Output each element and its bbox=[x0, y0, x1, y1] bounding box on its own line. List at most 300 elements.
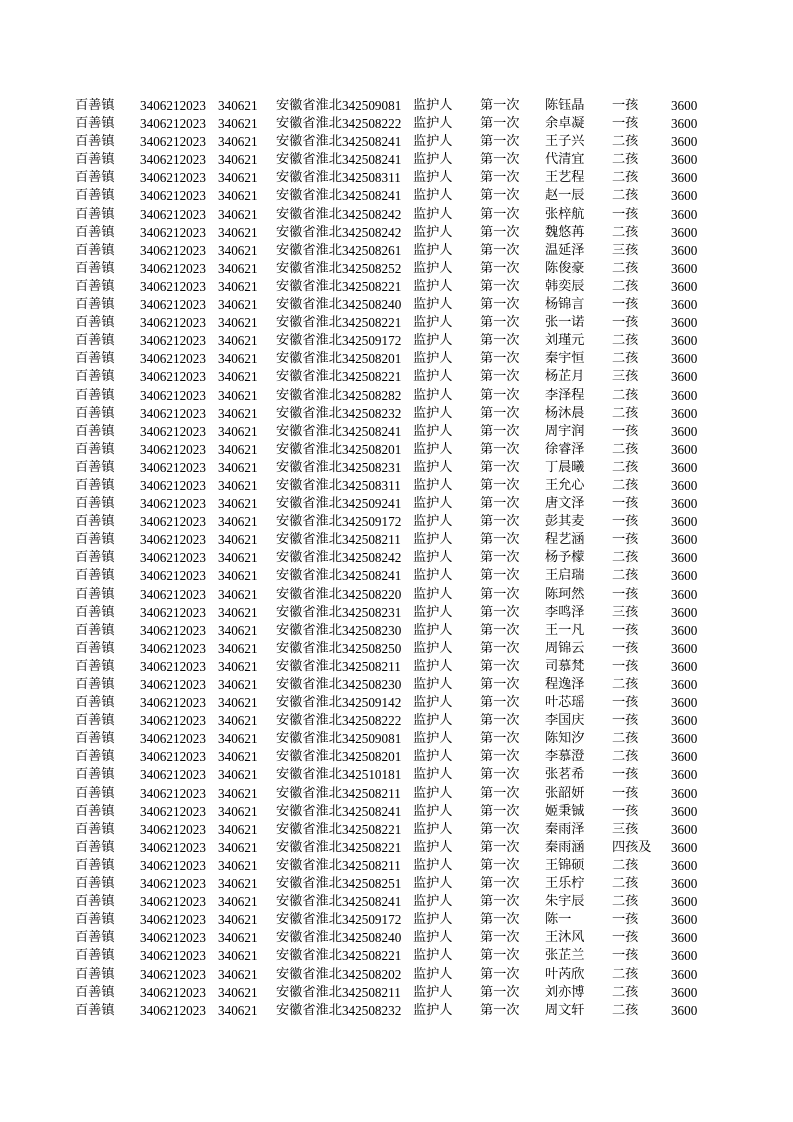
cell-times: 第一次 bbox=[479, 604, 520, 620]
cell-code-suffix: 340621 bbox=[218, 695, 258, 711]
cell-town: 百善镇 bbox=[75, 912, 115, 928]
cell-address: 安徽省淮北 bbox=[276, 677, 342, 692]
cell-address: 安徽省淮北 bbox=[276, 604, 342, 620]
cell-times: 第一次 bbox=[479, 622, 520, 638]
cell-code: 3406212023 bbox=[140, 170, 206, 186]
cell-address: 安徽省淮北 bbox=[276, 441, 342, 457]
cell-town: 百善镇 bbox=[75, 677, 115, 692]
cell-code-suffix: 340621 bbox=[218, 568, 258, 584]
table-row bbox=[75, 151, 711, 169]
cell-town: 百善镇 bbox=[75, 242, 115, 258]
cell-address: 安徽省淮北 bbox=[276, 966, 342, 982]
cell-address: 安徽省淮北 bbox=[276, 586, 342, 602]
cell-town: 百善镇 bbox=[75, 550, 115, 566]
data-table bbox=[75, 97, 711, 1020]
table-body bbox=[75, 97, 711, 1020]
cell-name: 杨沐晨 bbox=[544, 405, 585, 421]
cell-code-suffix: 340621 bbox=[218, 405, 258, 421]
cell-amount: 3600 bbox=[670, 857, 698, 873]
table-row bbox=[75, 423, 711, 441]
cell-name: 张梓航 bbox=[544, 206, 585, 222]
cell-address: 安徽省淮北 bbox=[276, 224, 342, 240]
cell-address: 安徽省淮北 bbox=[276, 116, 342, 132]
cell-code-suffix: 340621 bbox=[218, 532, 258, 548]
cell-code: 3406212023 bbox=[140, 459, 206, 475]
table-row bbox=[75, 169, 711, 187]
cell-address: 安徽省淮北 bbox=[276, 731, 342, 747]
cell-town: 百善镇 bbox=[75, 839, 115, 855]
cell-child-order: 一孩 bbox=[611, 514, 639, 530]
table-row bbox=[75, 368, 711, 386]
cell-times: 第一次 bbox=[479, 369, 520, 385]
cell-times: 第一次 bbox=[479, 297, 520, 313]
table-row bbox=[75, 224, 711, 242]
table-row bbox=[75, 350, 711, 368]
cell-role: 监护人 bbox=[412, 894, 453, 910]
cell-code-suffix: 340621 bbox=[218, 188, 258, 204]
table-row bbox=[75, 766, 711, 784]
cell-address: 安徽省淮北 bbox=[276, 839, 342, 855]
table-row bbox=[75, 658, 711, 676]
cell-code: 3406212023 bbox=[140, 206, 206, 222]
table-row bbox=[75, 821, 711, 839]
cell-role: 监护人 bbox=[412, 550, 453, 566]
cell-code-suffix: 340621 bbox=[218, 984, 258, 1000]
cell-name: 徐睿泽 bbox=[544, 441, 585, 457]
cell-times: 第一次 bbox=[479, 405, 520, 421]
cell-times: 第一次 bbox=[479, 98, 520, 113]
cell-code: 3406212023 bbox=[140, 351, 206, 367]
cell-times: 第一次 bbox=[479, 242, 520, 258]
cell-child-order: 一孩 bbox=[611, 640, 639, 656]
cell-town: 百善镇 bbox=[75, 658, 115, 674]
cell-times: 第一次 bbox=[479, 423, 520, 439]
cell-town: 百善镇 bbox=[75, 170, 115, 186]
cell-name: 陈知汐 bbox=[544, 731, 585, 747]
cell-town: 百善镇 bbox=[75, 568, 115, 584]
cell-child-order: 二孩 bbox=[611, 278, 639, 294]
cell-name: 秦雨泽 bbox=[544, 821, 585, 837]
cell-town: 百善镇 bbox=[75, 134, 115, 150]
cell-role: 监护人 bbox=[412, 224, 453, 240]
cell-town: 百善镇 bbox=[75, 152, 115, 168]
table-row bbox=[75, 441, 711, 459]
cell-name: 王艺程 bbox=[544, 170, 585, 186]
cell-id-number: 342509172 bbox=[341, 333, 402, 349]
cell-town: 百善镇 bbox=[75, 477, 115, 493]
table-row bbox=[75, 549, 711, 567]
cell-child-order: 一孩 bbox=[611, 532, 639, 548]
cell-town: 百善镇 bbox=[75, 749, 115, 765]
cell-id-number: 342508311 bbox=[341, 477, 401, 493]
cell-address: 安徽省淮北 bbox=[276, 568, 342, 584]
cell-town: 百善镇 bbox=[75, 441, 115, 457]
cell-town: 百善镇 bbox=[75, 857, 115, 873]
cell-role: 监护人 bbox=[412, 821, 453, 837]
cell-amount: 3600 bbox=[670, 568, 698, 584]
cell-code-suffix: 340621 bbox=[218, 351, 258, 367]
cell-town: 百善镇 bbox=[75, 532, 115, 548]
table-row bbox=[75, 405, 711, 423]
cell-code-suffix: 340621 bbox=[218, 876, 258, 892]
cell-address: 安徽省淮北 bbox=[276, 459, 342, 475]
cell-town: 百善镇 bbox=[75, 315, 115, 331]
cell-id-number: 342508242 bbox=[341, 206, 402, 222]
cell-code: 3406212023 bbox=[140, 622, 206, 638]
cell-child-order: 一孩 bbox=[611, 586, 639, 602]
cell-code: 3406212023 bbox=[140, 785, 206, 801]
cell-town: 百善镇 bbox=[75, 116, 115, 132]
cell-role: 监护人 bbox=[412, 477, 453, 493]
cell-name: 杨芷月 bbox=[544, 369, 585, 385]
cell-child-order: 二孩 bbox=[611, 459, 639, 475]
cell-child-order: 一孩 bbox=[611, 767, 639, 783]
cell-town: 百善镇 bbox=[75, 640, 115, 656]
cell-code-suffix: 340621 bbox=[218, 152, 258, 168]
cell-code-suffix: 340621 bbox=[218, 260, 258, 276]
cell-code-suffix: 340621 bbox=[218, 930, 258, 946]
cell-code-suffix: 340621 bbox=[218, 713, 258, 729]
table-row bbox=[75, 115, 711, 133]
cell-address: 安徽省淮北 bbox=[276, 713, 342, 729]
cell-id-number: 342508231 bbox=[341, 459, 402, 475]
cell-child-order: 三孩 bbox=[611, 369, 639, 385]
table-row bbox=[75, 387, 711, 405]
cell-times: 第一次 bbox=[479, 532, 520, 548]
cell-amount: 3600 bbox=[670, 134, 698, 150]
cell-role: 监护人 bbox=[412, 170, 453, 186]
cell-code: 3406212023 bbox=[140, 857, 206, 873]
cell-code: 3406212023 bbox=[140, 876, 206, 892]
cell-name: 杨锦言 bbox=[544, 297, 585, 313]
cell-child-order: 二孩 bbox=[611, 966, 639, 982]
cell-amount: 3600 bbox=[670, 315, 698, 331]
cell-child-order: 二孩 bbox=[611, 170, 639, 186]
cell-times: 第一次 bbox=[479, 278, 520, 294]
table-row bbox=[75, 929, 711, 947]
cell-address: 安徽省淮北 bbox=[276, 1002, 342, 1018]
cell-name: 周宇润 bbox=[544, 423, 585, 439]
cell-role: 监护人 bbox=[412, 731, 453, 747]
cell-name: 秦宇恒 bbox=[544, 351, 585, 367]
cell-code: 3406212023 bbox=[140, 278, 206, 294]
cell-child-order: 一孩 bbox=[611, 695, 639, 711]
cell-role: 监护人 bbox=[412, 677, 453, 692]
cell-address: 安徽省淮北 bbox=[276, 857, 342, 873]
cell-code-suffix: 340621 bbox=[218, 98, 258, 113]
cell-child-order: 一孩 bbox=[611, 116, 639, 132]
table-row bbox=[75, 712, 711, 730]
cell-role: 监护人 bbox=[412, 297, 453, 313]
cell-role: 监护人 bbox=[412, 586, 453, 602]
cell-role: 监护人 bbox=[412, 532, 453, 548]
table-row bbox=[75, 622, 711, 640]
cell-role: 监护人 bbox=[412, 242, 453, 258]
cell-name: 陈俊豪 bbox=[544, 260, 585, 276]
cell-amount: 3600 bbox=[670, 948, 698, 964]
cell-address: 安徽省淮北 bbox=[276, 767, 342, 783]
cell-code: 3406212023 bbox=[140, 749, 206, 765]
cell-role: 监护人 bbox=[412, 134, 453, 150]
cell-code: 3406212023 bbox=[140, 604, 206, 620]
cell-child-order: 一孩 bbox=[611, 297, 639, 313]
cell-id-number: 342508211 bbox=[341, 984, 401, 1000]
cell-amount: 3600 bbox=[670, 260, 698, 276]
cell-address: 安徽省淮北 bbox=[276, 260, 342, 276]
table-row bbox=[75, 586, 711, 604]
cell-child-order: 二孩 bbox=[611, 1002, 639, 1018]
cell-amount: 3600 bbox=[670, 586, 698, 602]
cell-role: 监护人 bbox=[412, 876, 453, 892]
cell-code-suffix: 340621 bbox=[218, 1002, 258, 1018]
cell-address: 安徽省淮北 bbox=[276, 333, 342, 349]
cell-code-suffix: 340621 bbox=[218, 767, 258, 783]
cell-amount: 3600 bbox=[670, 98, 698, 113]
table-row bbox=[75, 966, 711, 984]
cell-town: 百善镇 bbox=[75, 586, 115, 602]
cell-address: 安徽省淮北 bbox=[276, 695, 342, 711]
cell-role: 监护人 bbox=[412, 930, 453, 946]
cell-code: 3406212023 bbox=[140, 514, 206, 530]
cell-child-order: 一孩 bbox=[611, 206, 639, 222]
cell-child-order: 一孩 bbox=[611, 423, 639, 439]
cell-amount: 3600 bbox=[670, 984, 698, 1000]
cell-role: 监护人 bbox=[412, 260, 453, 276]
cell-address: 安徽省淮北 bbox=[276, 405, 342, 421]
table-row bbox=[75, 730, 711, 748]
cell-code: 3406212023 bbox=[140, 1002, 206, 1018]
table-row bbox=[75, 513, 711, 531]
cell-id-number: 342508232 bbox=[341, 405, 402, 421]
cell-times: 第一次 bbox=[479, 387, 520, 403]
cell-id-number: 342509081 bbox=[341, 731, 402, 747]
cell-town: 百善镇 bbox=[75, 278, 115, 294]
cell-address: 安徽省淮北 bbox=[276, 640, 342, 656]
cell-role: 监护人 bbox=[412, 749, 453, 765]
cell-times: 第一次 bbox=[479, 894, 520, 910]
cell-town: 百善镇 bbox=[75, 1002, 115, 1018]
cell-amount: 3600 bbox=[670, 405, 698, 421]
cell-address: 安徽省淮北 bbox=[276, 98, 342, 113]
cell-town: 百善镇 bbox=[75, 188, 115, 204]
cell-id-number: 342508250 bbox=[341, 640, 402, 656]
cell-address: 安徽省淮北 bbox=[276, 134, 342, 150]
cell-role: 监护人 bbox=[412, 803, 453, 819]
cell-town: 百善镇 bbox=[75, 98, 115, 113]
cell-code-suffix: 340621 bbox=[218, 966, 258, 982]
cell-town: 百善镇 bbox=[75, 206, 115, 222]
cell-code-suffix: 340621 bbox=[218, 894, 258, 910]
cell-amount: 3600 bbox=[670, 767, 698, 783]
cell-code: 3406212023 bbox=[140, 568, 206, 584]
cell-times: 第一次 bbox=[479, 912, 520, 928]
cell-name: 李国庆 bbox=[544, 713, 585, 729]
cell-code: 3406212023 bbox=[140, 658, 206, 674]
cell-amount: 3600 bbox=[670, 930, 698, 946]
cell-name: 唐文泽 bbox=[544, 496, 585, 512]
cell-amount: 3600 bbox=[670, 532, 698, 548]
table-row bbox=[75, 748, 711, 766]
cell-town: 百善镇 bbox=[75, 297, 115, 313]
table-row bbox=[75, 278, 711, 296]
cell-address: 安徽省淮北 bbox=[276, 423, 342, 439]
cell-times: 第一次 bbox=[479, 188, 520, 204]
cell-id-number: 342508221 bbox=[341, 369, 402, 385]
table-row bbox=[75, 984, 711, 1002]
cell-name: 韩奕辰 bbox=[544, 278, 585, 294]
cell-amount: 3600 bbox=[670, 387, 698, 403]
cell-code: 3406212023 bbox=[140, 152, 206, 168]
cell-id-number: 342509241 bbox=[341, 496, 402, 512]
cell-name: 程逸泽 bbox=[544, 677, 585, 692]
cell-id-number: 342508221 bbox=[341, 821, 402, 837]
cell-code: 3406212023 bbox=[140, 839, 206, 855]
cell-code: 3406212023 bbox=[140, 640, 206, 656]
cell-town: 百善镇 bbox=[75, 369, 115, 385]
cell-name: 李慕澄 bbox=[544, 749, 585, 765]
cell-name: 代清宜 bbox=[544, 152, 585, 168]
cell-code-suffix: 340621 bbox=[218, 278, 258, 294]
cell-times: 第一次 bbox=[479, 477, 520, 493]
table-row bbox=[75, 640, 711, 658]
cell-amount: 3600 bbox=[670, 695, 698, 711]
cell-code: 3406212023 bbox=[140, 315, 206, 331]
cell-code-suffix: 340621 bbox=[218, 116, 258, 132]
cell-child-order: 一孩 bbox=[611, 98, 639, 113]
cell-name: 魏悠苒 bbox=[544, 224, 585, 240]
cell-address: 安徽省淮北 bbox=[276, 278, 342, 294]
cell-child-order: 一孩 bbox=[611, 713, 639, 729]
cell-role: 监护人 bbox=[412, 496, 453, 512]
cell-child-order: 二孩 bbox=[611, 749, 639, 765]
cell-times: 第一次 bbox=[479, 857, 520, 873]
cell-name: 周文轩 bbox=[544, 1002, 585, 1018]
cell-child-order: 二孩 bbox=[611, 677, 639, 692]
cell-times: 第一次 bbox=[479, 821, 520, 837]
cell-code-suffix: 340621 bbox=[218, 622, 258, 638]
cell-address: 安徽省淮北 bbox=[276, 984, 342, 1000]
table-row bbox=[75, 332, 711, 350]
cell-times: 第一次 bbox=[479, 206, 520, 222]
cell-code: 3406212023 bbox=[140, 695, 206, 711]
cell-name: 张一诺 bbox=[544, 315, 585, 331]
cell-address: 安徽省淮北 bbox=[276, 152, 342, 168]
cell-amount: 3600 bbox=[670, 477, 698, 493]
cell-name: 王沐风 bbox=[544, 930, 585, 946]
cell-times: 第一次 bbox=[479, 966, 520, 982]
cell-address: 安徽省淮北 bbox=[276, 206, 342, 222]
cell-code: 3406212023 bbox=[140, 116, 206, 132]
cell-times: 第一次 bbox=[479, 677, 520, 692]
cell-role: 监护人 bbox=[412, 514, 453, 530]
cell-name: 司慕梵 bbox=[544, 658, 585, 674]
cell-name: 温延泽 bbox=[544, 242, 585, 258]
cell-code-suffix: 340621 bbox=[218, 387, 258, 403]
cell-code-suffix: 340621 bbox=[218, 948, 258, 964]
cell-code: 3406212023 bbox=[140, 767, 206, 783]
cell-address: 安徽省淮北 bbox=[276, 514, 342, 530]
cell-code: 3406212023 bbox=[140, 333, 206, 349]
cell-code-suffix: 340621 bbox=[218, 423, 258, 439]
cell-id-number: 342508211 bbox=[341, 785, 401, 801]
cell-code: 3406212023 bbox=[140, 405, 206, 421]
table-row bbox=[75, 459, 711, 477]
table-row bbox=[75, 531, 711, 549]
table-row bbox=[75, 260, 711, 278]
cell-code: 3406212023 bbox=[140, 677, 206, 692]
cell-town: 百善镇 bbox=[75, 984, 115, 1000]
cell-code-suffix: 340621 bbox=[218, 640, 258, 656]
cell-amount: 3600 bbox=[670, 188, 698, 204]
cell-amount: 3600 bbox=[670, 622, 698, 638]
cell-times: 第一次 bbox=[479, 441, 520, 457]
cell-name: 秦雨涵 bbox=[544, 839, 585, 855]
cell-id-number: 342508201 bbox=[341, 441, 402, 457]
cell-name: 王子兴 bbox=[544, 134, 585, 150]
cell-role: 监护人 bbox=[412, 1002, 453, 1018]
cell-role: 监护人 bbox=[412, 695, 453, 711]
cell-name: 余卓凝 bbox=[544, 116, 585, 132]
cell-code-suffix: 340621 bbox=[218, 658, 258, 674]
cell-code-suffix: 340621 bbox=[218, 857, 258, 873]
cell-id-number: 342508222 bbox=[341, 713, 402, 729]
cell-id-number: 342508221 bbox=[341, 315, 402, 331]
cell-times: 第一次 bbox=[479, 658, 520, 674]
cell-id-number: 342508201 bbox=[341, 351, 402, 367]
cell-amount: 3600 bbox=[670, 894, 698, 910]
table-row bbox=[75, 803, 711, 821]
table-row bbox=[75, 875, 711, 893]
cell-name: 姬秉铖 bbox=[544, 803, 585, 819]
cell-code: 3406212023 bbox=[140, 224, 206, 240]
cell-child-order: 三孩 bbox=[611, 821, 639, 837]
cell-times: 第一次 bbox=[479, 224, 520, 240]
cell-id-number: 342508251 bbox=[341, 876, 402, 892]
cell-town: 百善镇 bbox=[75, 785, 115, 801]
cell-id-number: 342508241 bbox=[341, 188, 402, 204]
cell-code: 3406212023 bbox=[140, 550, 206, 566]
cell-amount: 3600 bbox=[670, 803, 698, 819]
cell-amount: 3600 bbox=[670, 224, 698, 240]
cell-code: 3406212023 bbox=[140, 930, 206, 946]
cell-town: 百善镇 bbox=[75, 405, 115, 421]
cell-times: 第一次 bbox=[479, 731, 520, 747]
cell-times: 第一次 bbox=[479, 948, 520, 964]
cell-child-order: 二孩 bbox=[611, 550, 639, 566]
table-row bbox=[75, 206, 711, 224]
cell-amount: 3600 bbox=[670, 640, 698, 656]
cell-child-order: 二孩 bbox=[611, 405, 639, 421]
cell-amount: 3600 bbox=[670, 876, 698, 892]
cell-amount: 3600 bbox=[670, 785, 698, 801]
cell-amount: 3600 bbox=[670, 749, 698, 765]
cell-town: 百善镇 bbox=[75, 966, 115, 982]
cell-name: 叶芮欣 bbox=[544, 966, 585, 982]
cell-name: 张芷兰 bbox=[544, 948, 585, 964]
cell-code-suffix: 340621 bbox=[218, 803, 258, 819]
cell-id-number: 342508211 bbox=[341, 532, 401, 548]
table-row bbox=[75, 893, 711, 911]
cell-id-number: 342508240 bbox=[341, 930, 402, 946]
cell-times: 第一次 bbox=[479, 640, 520, 656]
cell-times: 第一次 bbox=[479, 568, 520, 584]
cell-code: 3406212023 bbox=[140, 496, 206, 512]
table-row bbox=[75, 567, 711, 585]
cell-child-order: 二孩 bbox=[611, 260, 639, 276]
cell-child-order: 四孩及 bbox=[611, 839, 652, 855]
cell-town: 百善镇 bbox=[75, 351, 115, 367]
cell-amount: 3600 bbox=[670, 423, 698, 439]
